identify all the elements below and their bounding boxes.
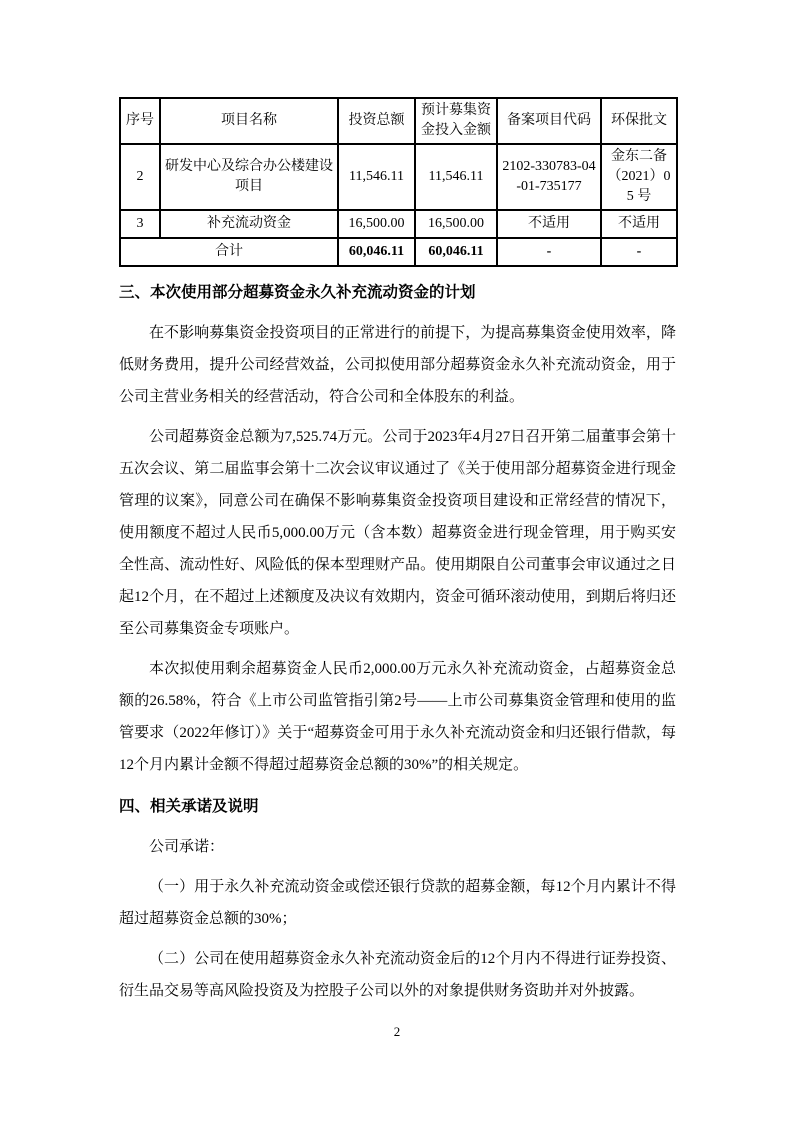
header-cell-investment-total: 投资总额 (338, 98, 415, 144)
section3-paragraph-1: 在不影响募集资金投资项目的正常进行的前提下，为提高募集资金使用效率，降低财务费用，提升公司经营效益，公司拟使用部分超募资金永久补充流动资金，用于公司主营业务相关的经营活动，符合公司和全体股东的利益。 (119, 325, 676, 405)
header-cell-project-name: 项目名称 (160, 98, 338, 144)
cell-project-name: 研发中心及综合办公楼建设项目 (160, 144, 338, 210)
cell-filing-code: 2102-330783-04-01-735177 (497, 144, 601, 210)
cell-total-raised: 60,046.11 (415, 238, 497, 266)
cell-row-no: 3 (120, 210, 160, 238)
section3-title: 三、本次使用部分超募资金永久补充流动资金的计划 (119, 284, 476, 301)
table-total-row (120, 238, 677, 266)
section3-paragraph-2: 公司超募资金总额为7,525.74万元。公司于2023年4月27日召开第二届董事会第十五次会议、第二届监事会第十二次会议审议通过了《关于使用部分超募资金进行现金管理的议案》，同意公司在确保不影响募集资金投资项目建设和正常经营的情况下，使用额度不超过人民币5,000.00万元（含本数）超募资金进行现金管理，用于购买安全性高、流动性好、风险低的保本型理财产品。使用期限自公司董事会审议通过之日起12个月，在不超过上述额度及决议有效期内，资金可循环滚动使用，到期后将归还至公司募集资金专项账户。 (119, 429, 676, 637)
section4-paragraph-2: （一）用于永久补充流动资金或偿还银行贷款的超募金额，每12个月内累计不得超过超募资金总额的30%； (119, 879, 676, 927)
cell-row-no: 2 (120, 144, 160, 210)
page-number: 2 (393, 1024, 401, 1039)
section4-title: 四、相关承诺及说明 (119, 798, 259, 815)
header-cell-raised-funds: 预计募集资金投入金额 (415, 98, 497, 144)
cell-env-approval: 不适用 (601, 210, 677, 238)
section4-paragraph-3: （二）公司在使用超募资金永久补充流动资金后的12个月内不得进行证券投资、衍生品交易等高风险投资及为控股子公司以外的对象提供财务资助并对外披露。 (119, 951, 676, 999)
table-header-row (120, 98, 677, 144)
section4-paragraph-1: 公司承诺： (149, 839, 225, 855)
header-cell-no: 序号 (120, 98, 160, 144)
table-row (120, 210, 677, 238)
document-content (119, 97, 676, 1007)
cell-investment-total: 16,500.00 (338, 210, 415, 238)
cell-project-name: 补充流动资金 (160, 210, 338, 238)
cell-filing-code: 不适用 (497, 210, 601, 238)
table-row (120, 144, 677, 210)
cell-env-approval: 金东二备（2021）05 号 (601, 144, 677, 210)
projects-table (119, 97, 678, 267)
cell-total-env-approval: - (601, 238, 677, 266)
section3-paragraph-3: 本次拟使用剩余超募资金人民币2,000.00万元永久补充流动资金，占超募资金总额的26.58%，符合《上市公司监管指引第2号——上市公司募集资金管理和使用的监管要求（2022年修订）》关于“超募资金可用于永久补充流动资金和归还银行借款，每12个月内累计金额不得超过超募资金总额的30%”的相关规定。 (119, 661, 676, 773)
header-cell-env-approval: 环保批文 (601, 98, 677, 144)
cell-total-investment: 60,046.11 (338, 238, 415, 266)
cell-total-filing-code: - (497, 238, 601, 266)
cell-total-label: 合计 (120, 238, 338, 266)
cell-raised-funds: 16,500.00 (415, 210, 497, 238)
cell-raised-funds: 11,546.11 (415, 144, 497, 210)
header-cell-filing-code: 备案项目代码 (497, 98, 601, 144)
cell-investment-total: 11,546.11 (338, 144, 415, 210)
